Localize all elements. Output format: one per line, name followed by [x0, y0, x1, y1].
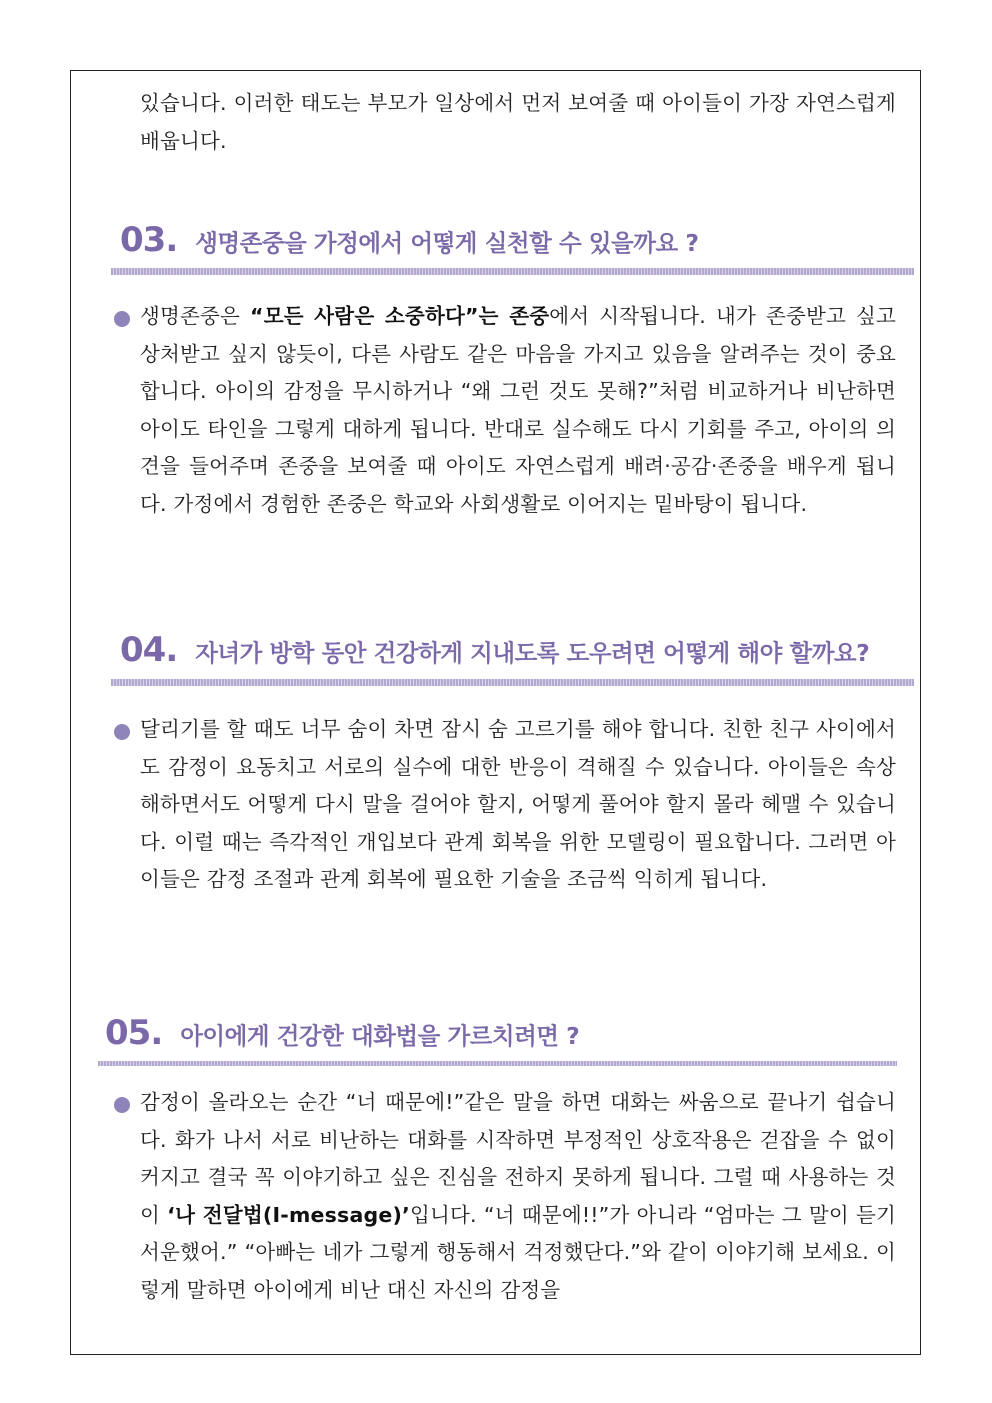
section-body-03 [140, 298, 896, 523]
section-number: 05. [105, 1013, 163, 1053]
section-divider [98, 1061, 897, 1066]
bullet-icon [114, 1097, 130, 1113]
section-divider [111, 679, 914, 686]
section-number: 04. [120, 630, 178, 670]
bullet-icon [114, 724, 130, 740]
section-number: 03. [120, 220, 178, 260]
body-text: 감정이 올라오는 순간 “너 때문에!”같은 말을 하면 대화는 싸움으로 끝나기 쉽습니다. 화가 나서 서로 비난하는 대화를 시작하면 부정적인 상호작용은 걷잡을 수 없이 커지고 결국 꼭 이야기하고 싶은 진심을 전하지 못하게 됩니다. 그럴 때 사용하는 것이 [140, 1090, 896, 1227]
body-text: 생명존중은 [140, 304, 251, 328]
section-divider [111, 268, 914, 275]
section-body-05 [140, 1084, 896, 1309]
section-heading-05 [105, 1013, 579, 1053]
body-emphasis: “모든 사람은 소중하다”는 존중 [250, 304, 550, 328]
section-body-04: 달리기를 할 때도 너무 숨이 차면 잠시 숨 고르기를 해야 합니다. 친한 친구 사이에서도 감정이 요동치고 서로의 실수에 대한 반응이 격해질 수 있습니다. 아이들은 속상해하면서도 어떻게 다시 말을 걸어야 할지, 어떻게 풀어야 할지 몰라 헤맬 수 있습니다. 이럴 때는 즉각적인 개입보다 관계 회복을 위한 모델링이 필요합니다. 그러면 아이들은 감정 조절과 관계 회복에 필요한 기술을 조금씩 익히게 됩니다. [140, 717, 896, 891]
section-heading-04 [120, 630, 869, 670]
section-title: 아이에게 건강한 대화법을 가르치려면 ? [180, 1022, 580, 1050]
section-title: 생명존중을 가정에서 어떻게 실천할 수 있을까요 ? [195, 229, 699, 257]
body-text: 에서 시작됩니다. 내가 존중받고 싶고 상처받고 싶지 않듯이, 다른 사람도 같은 마음을 가지고 있음을 알려주는 것이 중요합니다. 아이의 감정을 무시하거나 “왜 그런 것도 못해?”처럼 비교하거나 비난하면 아이도 타인을 그렇게 대하게 됩니다. 반대로 실수해도 다시 기회를 주고, 아이의 의견을 들어주며 존중을 보여줄 때 아이도 자연스럽게 배려·공감·존중을 배우게 됩니다. 가정에서 경험한 존중은 학교와 사회생활로 이어지는 밑바탕이 됩니다. [140, 304, 896, 516]
body-emphasis: ‘나 전달법(I-message)’ [167, 1202, 411, 1227]
intro-paragraph: 있습니다. 이러한 태도는 부모가 일상에서 먼저 보여줄 때 아이들이 가장 자연스럽게 배웁니다. [140, 91, 896, 153]
body-text: 입니다. “너 때문에!!”가 아니라 “엄마는 그 말이 듣기 서운했어.” “아빠는 네가 그렇게 행동해서 걱정했단다.”와 같이 이야기해 보세요. 이렇게 말하면 아이에게 비난 대신 자신의 감정을 [140, 1202, 896, 1302]
bullet-icon [114, 311, 130, 327]
section-heading-03 [120, 220, 698, 260]
section-title: 자녀가 방학 동안 건강하게 지내도록 도우려면 어떻게 해야 할까요? [195, 639, 870, 667]
